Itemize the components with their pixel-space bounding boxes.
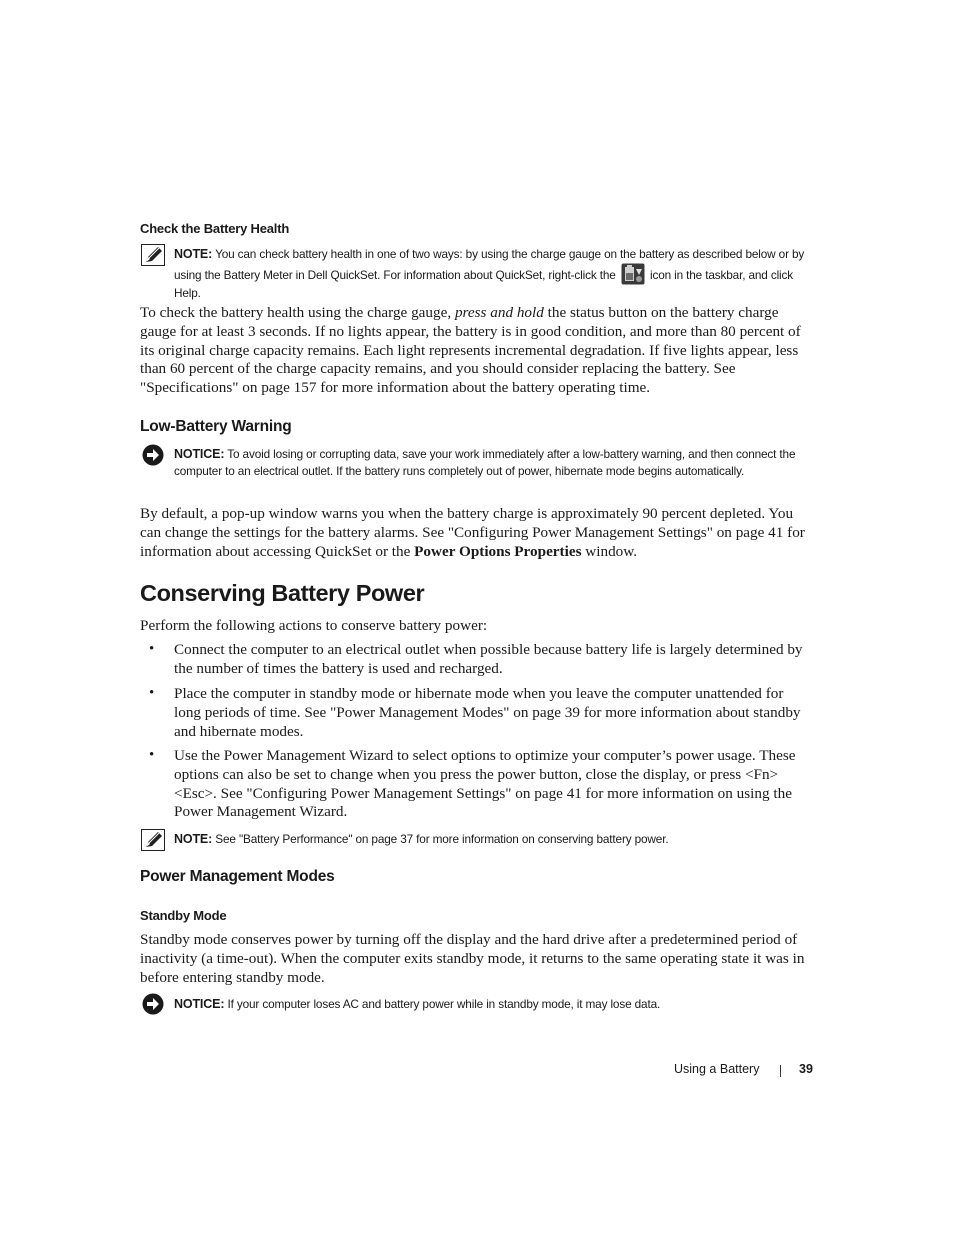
paragraph-conserve-intro: Perform the following actions to conserve battery power: bbox=[140, 617, 488, 634]
heading-power-management-modes: Power Management Modes bbox=[140, 868, 335, 885]
note-check-battery-health: NOTE: You can check battery health in one of two ways: by using the charge gauge on the battery as described below or by using the Battery Meter in Dell QuickSet. For information about QuickSet, right-click the icon in the taskbar, and click Help. bbox=[174, 247, 805, 301]
footer-separator bbox=[780, 1065, 781, 1077]
list-item: Place the computer in standby mode or hibernate mode when you leave the computer unattended for long periods of time. See "Power Management Modes" on page 39 for more information about standby and hibernate modes. bbox=[174, 685, 801, 740]
note-battery-performance: NOTE: See "Battery Performance" on page 37 for more information on conserving battery power. bbox=[174, 832, 669, 846]
paragraph-battery-alarms: By default, a pop-up window warns you when the battery charge is approximately 90 percent depleted. You can change the settings for the battery alarms. See "Configuring Power Management Settings" on page 41 for information about accessing QuickSet or the Power Options Properties window. bbox=[140, 505, 805, 560]
heading-low-battery-warning: Low-Battery Warning bbox=[140, 418, 292, 435]
list-item: Connect the computer to an electrical outlet when possible because battery life is largely determined by the number of times the battery is used and recharged. bbox=[174, 641, 803, 677]
bullet-marker: • bbox=[149, 685, 155, 701]
footer-page-number: 39 bbox=[799, 1062, 813, 1076]
paragraph-standby-mode: Standby mode conserves power by turning off the display and the hard drive after a predetermined period of inactivity (a time-out). When the computer exits standby mode, it returns to the same operating state it was in before entering standby mode. bbox=[140, 931, 805, 986]
heading-conserving-battery-power: Conserving Battery Power bbox=[140, 580, 425, 606]
notice-standby-data-loss: NOTICE: If your computer loses AC and battery power while in standby mode, it may lose data. bbox=[174, 997, 661, 1011]
heading-standby-mode: Standby Mode bbox=[140, 908, 227, 923]
note-pencil-icon bbox=[141, 829, 165, 851]
heading-check-battery-health: Check the Battery Health bbox=[140, 221, 290, 236]
notice-arrow-icon bbox=[141, 444, 165, 466]
quickset-taskbar-icon bbox=[621, 263, 645, 285]
notice-low-battery: NOTICE: To avoid losing or corrupting data, save your work immediately after a low-battery warning, and then connect the computer to an electrical outlet. If the battery runs completely out of power, hibernate mode begins automatically. bbox=[174, 447, 796, 479]
bullet-marker: • bbox=[149, 641, 155, 657]
list-item: Use the Power Management Wizard to select options to optimize your computer’s power usage. These options can also be set to change when you press the power button, close the display, or press <Fn><Esc>. See "Configuring Power Management Settings" on page 41 for more information on using the Power Management Wizard. bbox=[174, 747, 796, 821]
footer-chapter-title: Using a Battery bbox=[674, 1062, 760, 1076]
paragraph-charge-gauge: To check the battery health using the charge gauge, press and hold the status button on the battery charge gauge for at least 3 seconds. If no lights appear, the battery is in good condition, and more than 80 percent of its original charge capacity remains. Each light represents incremental degradation. If five lights appear, less than 60 percent of the charge capacity remains, and you should consider replacing the battery. See "Specifications" on page 157 for more information about the battery operating time. bbox=[140, 304, 801, 397]
bullet-marker: • bbox=[149, 747, 155, 763]
notice-arrow-icon bbox=[141, 993, 165, 1015]
note-pencil-icon bbox=[141, 244, 165, 266]
